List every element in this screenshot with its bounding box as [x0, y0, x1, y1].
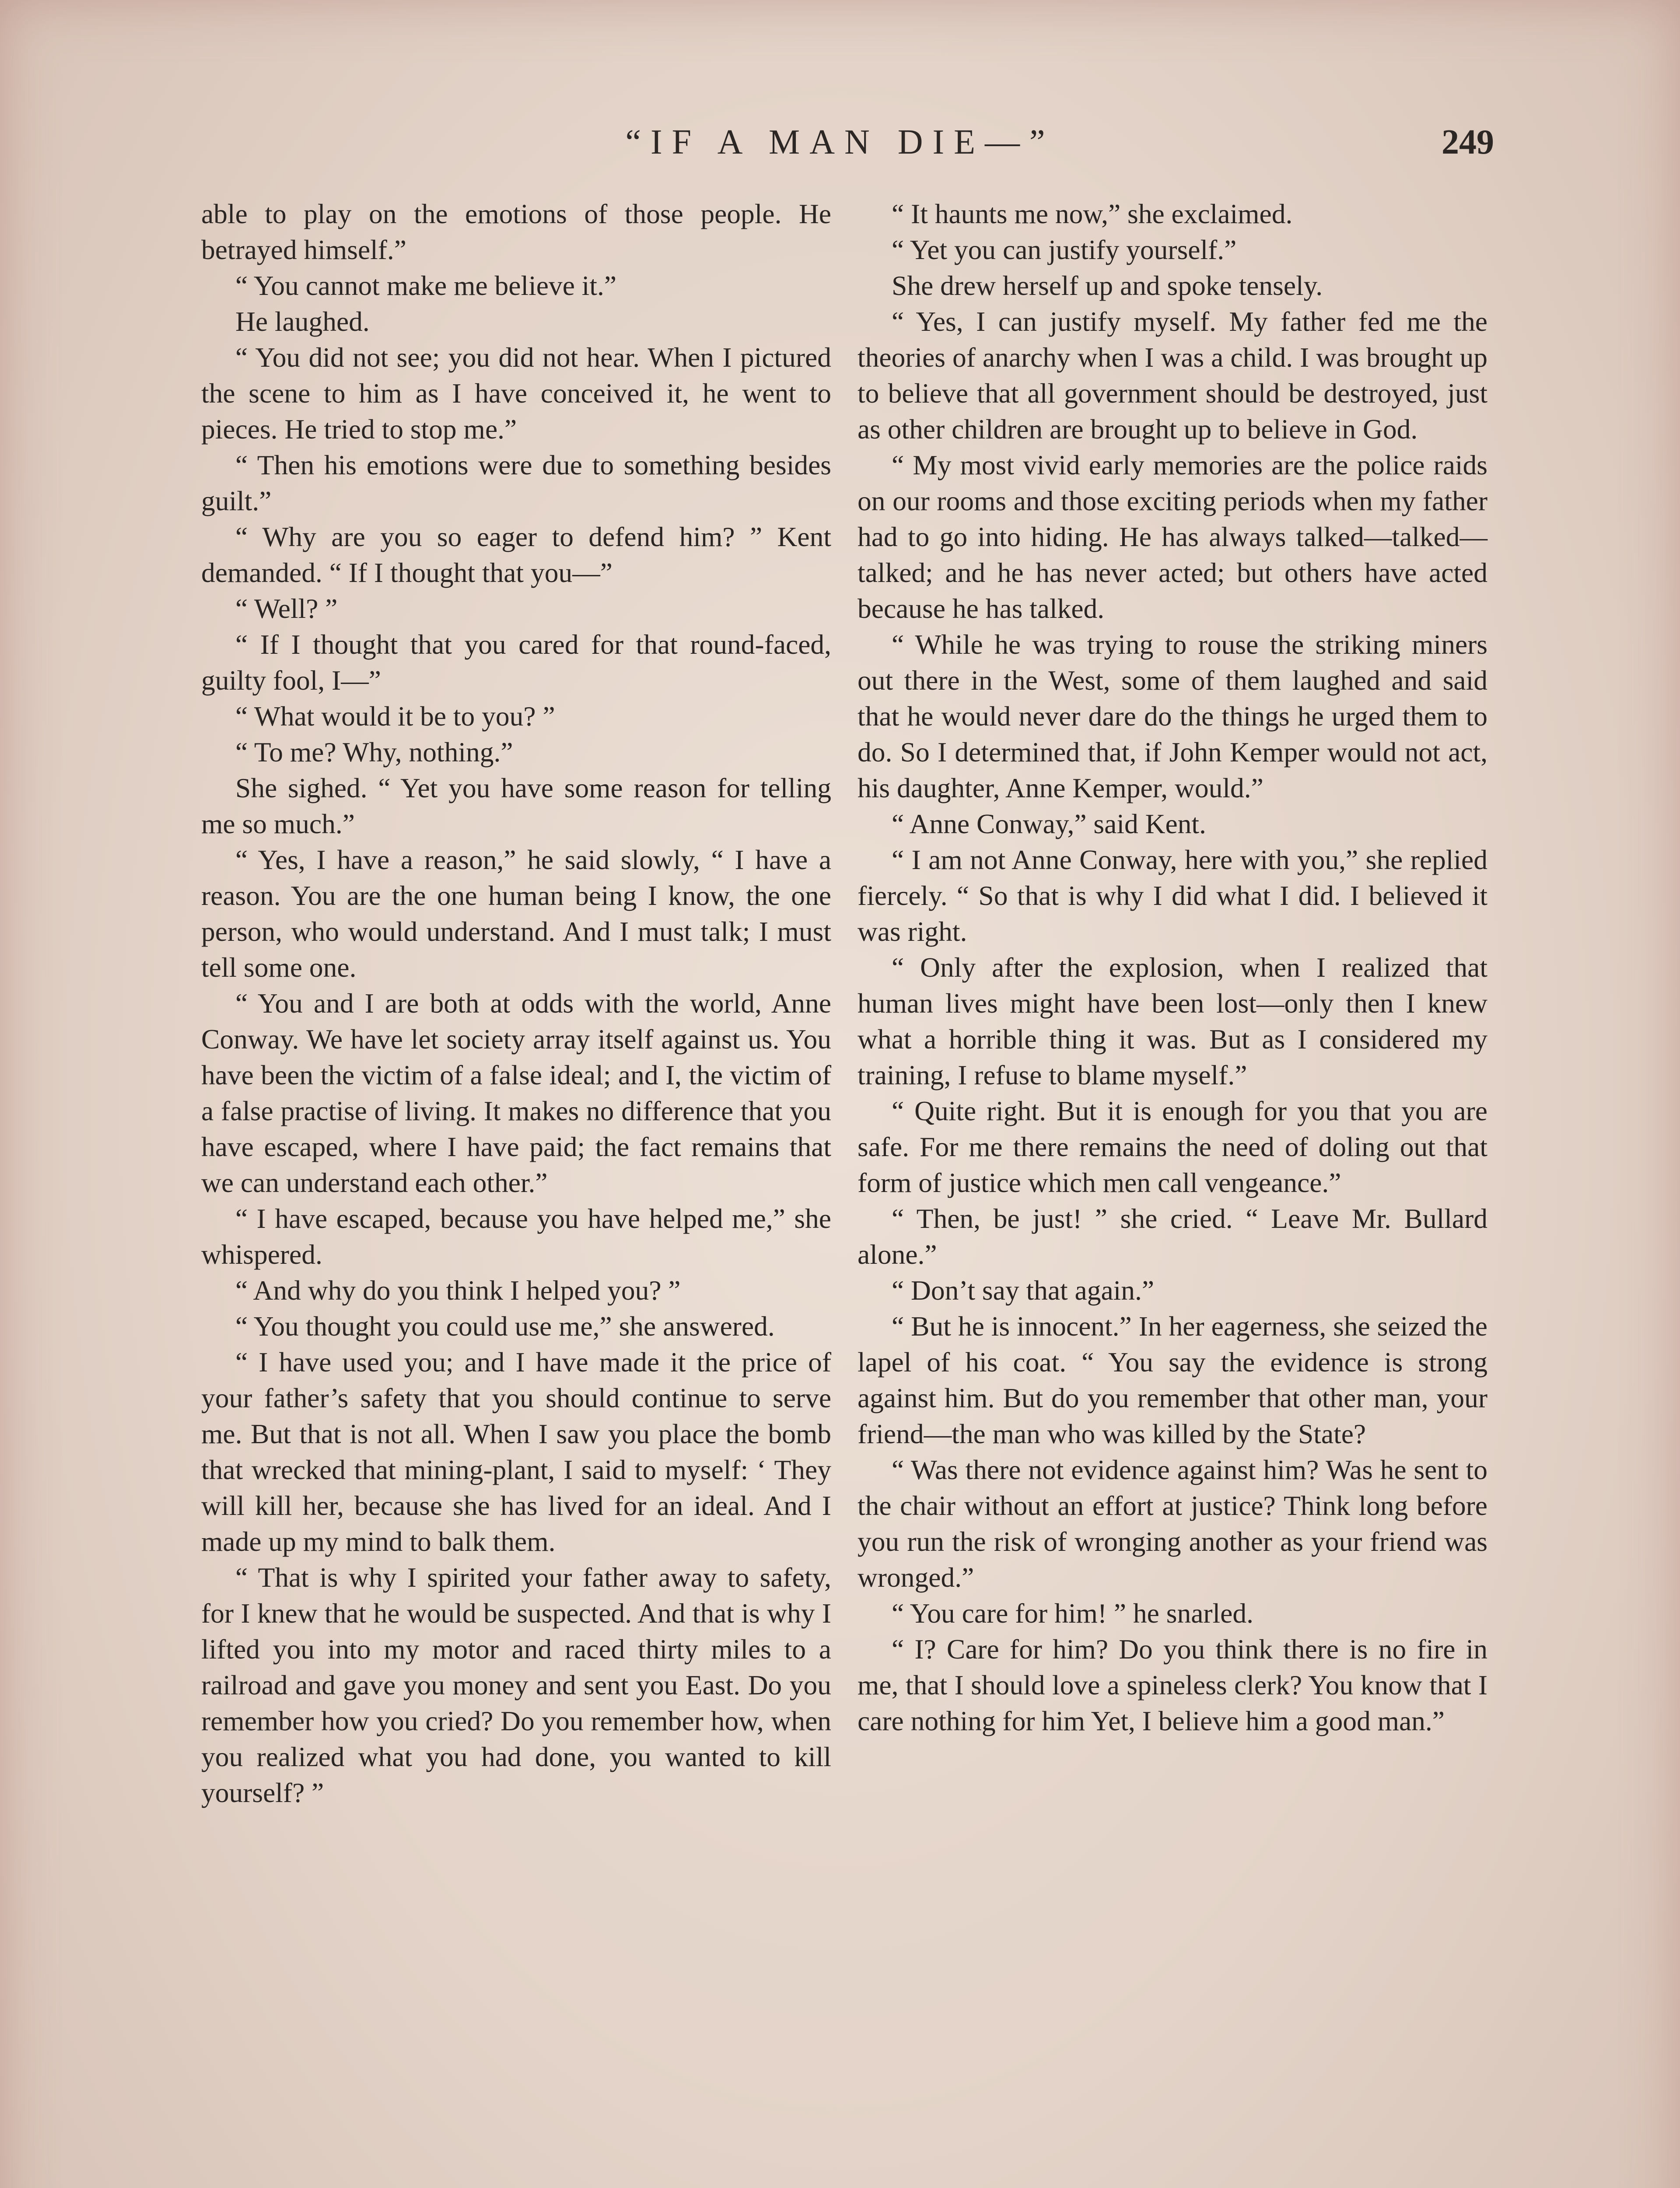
paragraph: able to play on the emotions of those people. He betrayed himself.” [201, 198, 831, 265]
paragraph: “ I? Care for him? Do you think there is no fire in me, that I should love a spineless clerk? You know that I care nothing for him Yet, I believe him a good man.” [858, 1634, 1488, 1736]
paragraph: “ But he is innocent.” In her eagerness, she seized the lapel of his coat. “ You say the evidence is strong against him. But do you remember that other man, your friend—the man who was killed by the State? [858, 1311, 1488, 1449]
paragraph: “ Then his emotions were due to something besides guilt.” [201, 449, 831, 516]
running-title: “IF A MAN DIE—” [625, 123, 1055, 161]
paragraph: “ That is why I spirited your father away to safety, for I knew that he would be suspected. And that is why I lifted you into my motor and raced thirty miles to a railroad and gave you money and sent you East. Do you remember how you cried? Do you remember how, when you realized what you had done, you wanted to kill yourself? ” [201, 1562, 831, 1808]
paragraph: “ While he was trying to rouse the striking miners out there in the West, some of them laughed and said that he would never dare do the things he urged them to do. So I determined that, if John Kemper would not act, his daughter, Anne Kemper, would.” [858, 629, 1488, 803]
paragraph: “ I am not Anne Conway, here with you,” she replied fiercely. “ So that is why I did what I did. I believed it was right. [858, 844, 1488, 947]
paragraph: “ Don’t say that again.” [892, 1275, 1155, 1306]
paragraph: “ Quite right. But it is enough for you that you are safe. For me there remains the need of doling out that form of justice which men call vengeance.” [858, 1095, 1488, 1198]
paragraph: “ You care for him! ” he snarled. [892, 1598, 1253, 1629]
paragraph: “ Yes, I can justify myself. My father fed me the theories of anarchy when I was a child. I was brought up to believe that all government should be destroyed, just as other children are brought up to believe in God. [858, 306, 1488, 445]
paragraph: “ Why are you so eager to defend him? ” Kent demanded. “ If I thought that you—” [201, 521, 831, 588]
paragraph: “ And why do you think I helped you? ” [235, 1275, 681, 1306]
paragraph: She sighed. “ Yet you have some reason for telling me so much.” [201, 772, 831, 839]
paragraph: He laughed. [235, 306, 370, 337]
paragraph: “ Well? ” [235, 593, 338, 624]
paragraph: “ What would it be to you? ” [235, 701, 555, 732]
paragraph: “ I have used you; and I have made it the price of your father’s safety that you should continue to serve me. But that is not all. When I saw you place the bomb that wrecked that mining-plant, I said to myself: ‘ They will kill her, because she has lived for an ideal. And I made up my mind to balk them. [201, 1346, 831, 1557]
paragraph: “ If I thought that you cared for that round-faced, guilty fool, I—” [201, 629, 831, 696]
paragraph: “ Only after the explosion, when I realized that human lives might have been lost—only then I knew what a horrible thing it was. But as I considered my training, I refuse to blame myself.” [858, 952, 1488, 1090]
paragraph: “ Anne Conway,” said Kent. [892, 808, 1206, 839]
paragraph: “ Then, be just! ” she cried. “ Leave Mr. Bullard alone.” [858, 1203, 1488, 1270]
paragraph: “ Yes, I have a reason,” he said slowly, “ I have a reason. You are the one human being I know, the one person, who would understand. And I must talk; I must tell some one. [201, 844, 831, 983]
paragraph: “ Was there not evidence against him? Was he sent to the chair without an effort at justice? Think long before you run the risk of wronging another as your friend was wronged.” [858, 1454, 1488, 1593]
paragraph: “ You cannot make me believe it.” [235, 270, 617, 301]
paragraph: “ You and I are both at odds with the world, Anne Conway. We have let society array itself against us. You have been the victim of a false ideal; and I, the victim of a false practise of living. It makes no difference that you have escaped, where I have paid; the fact remains that we can understand each other.” [201, 988, 831, 1198]
paragraph: “ To me? Why, nothing.” [235, 736, 513, 768]
paragraph: “ You thought you could use me,” she answered. [235, 1311, 775, 1342]
right-column [858, 196, 1488, 1739]
paragraph: “ My most vivid early memories are the police raids on our rooms and those exciting periods when my father had to go into hiding. He has always talked—talked—talked; and he has never acted; but others have acted because he has talked. [858, 449, 1488, 624]
paragraph: “ Yet you can justify yourself.” [892, 234, 1237, 265]
left-column [201, 196, 831, 1811]
running-head [0, 118, 1680, 166]
paragraph: She drew herself up and spoke tensely. [892, 270, 1323, 301]
paragraph: “ It haunts me now,” she exclaimed. [892, 198, 1293, 229]
paragraph: “ I have escaped, because you have helped me,” she whispered. [201, 1203, 831, 1270]
page-number: 249 [1442, 123, 1494, 161]
paragraph: “ You did not see; you did not hear. When I pictured the scene to him as I have conceived it, he went to pieces. He tried to stop me.” [201, 342, 831, 445]
